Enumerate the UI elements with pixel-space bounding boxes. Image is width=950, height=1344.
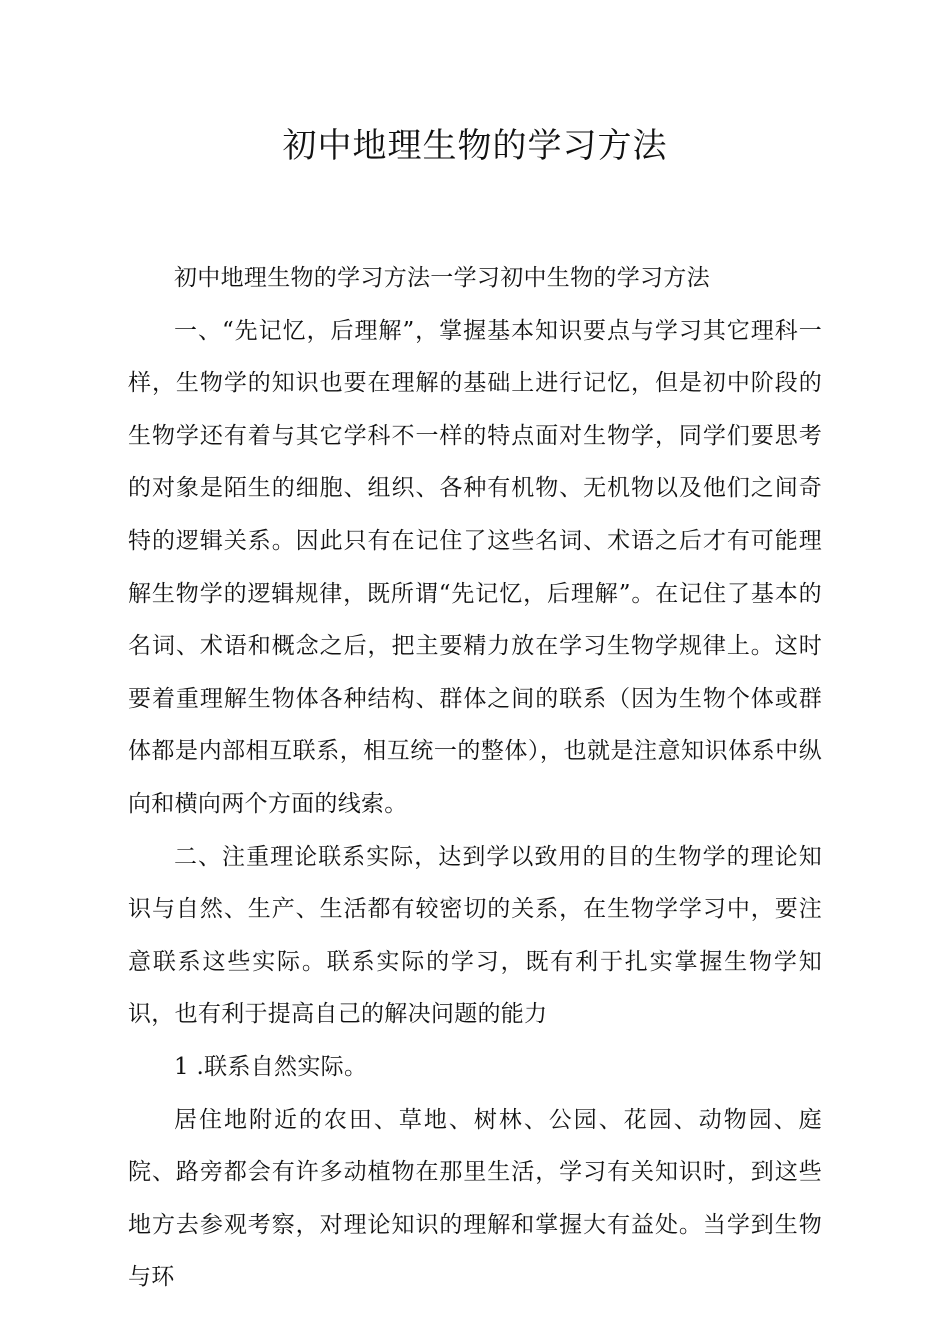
paragraph-item-one-body: 居住地附近的农田、草地、树林、公园、花园、动物园、庭院、路旁都会有许多动植物在那里生活，学习有关知识时，到这些地方去参观考察，对理论知识的理解和掌握大有益处。当学到生物与环 <box>128 1106 822 1291</box>
document-title: 初中地理生物的学习方法 <box>282 126 668 166</box>
paragraph-subtitle: 初中地理生物的学习方法一学习初中生物的学习方法 <box>174 265 710 291</box>
paragraph-section-two: 二、注重理论联系实际，达到学以致用的目的生物学的理论知识与自然、生产、生活都有较密切的关系，在生物学学习中，要注意联系这些实际。联系实际的学习，既有利于扎实掌握生物学知识，也有利于提高自己的解决问题的能力 <box>128 843 822 1028</box>
paragraph-item-one: 1 .联系自然实际。 <box>174 1053 368 1080</box>
paragraph-section-one: 一、“先记忆，后理解”，掌握基本知识要点与学习其它理科一样，生物学的知识也要在理解的基础上进行记忆，但是初中阶段的生物学还有着与其它学科不一样的特点面对生物学，同学们要思考的对象是陌生的细胞、组织、各种有机物、无机物以及他们之间奇特的逻辑关系。因此只有在记住了这些名词、术语之后才有可能理解生物学的逻辑规律，既所谓“先记忆，后理解”。在记住了基本的名词、术语和概念之后，把主要精力放在学习生物学规律上。这时要着重理解生物体各种结构、群体之间的联系（因为生物个体或群体都是内部相互联系，相互统一的整体），也就是注意知识体系中纵向和横向两个方面的线索。 <box>128 317 822 817</box>
document-body <box>128 252 822 1304</box>
